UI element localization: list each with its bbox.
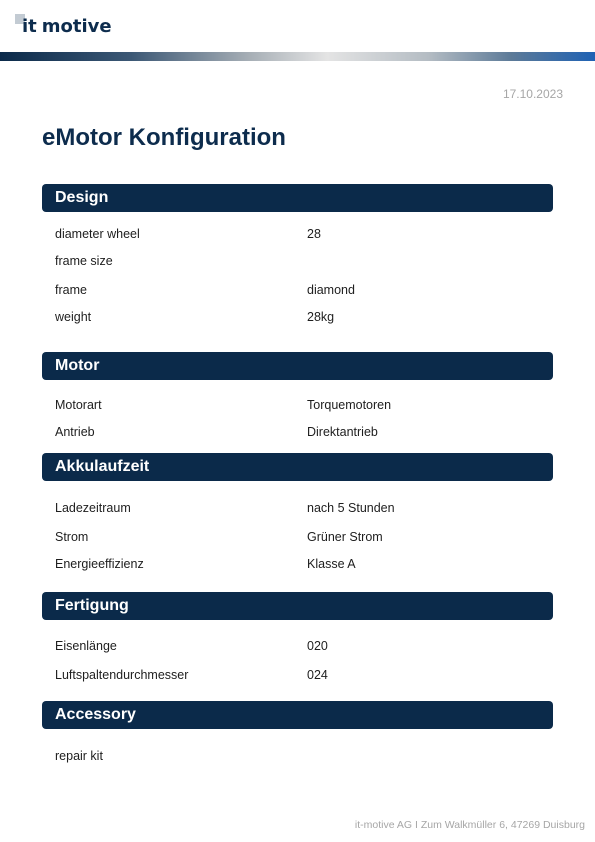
row-label: Strom — [55, 530, 89, 544]
row-label: Ladezeitraum — [55, 501, 131, 515]
row-label: Antrieb — [55, 425, 95, 439]
company-logo — [22, 15, 112, 39]
row-label: repair kit — [55, 749, 103, 763]
row-label: diameter wheel — [55, 227, 140, 241]
section-header-design: Design — [42, 184, 553, 212]
footer-address: it-motive AG I Zum Walkmüller 6, 47269 Duisburg — [354, 819, 585, 831]
page-title: eMotor Konfiguration — [42, 124, 286, 151]
document-date: 17.10.2023 — [502, 87, 563, 101]
logo-text-it: it — [22, 16, 37, 37]
row-value: nach 5 Stunden — [307, 501, 395, 515]
row-label: Energieeffizienz — [55, 557, 144, 571]
row-value: diamond — [307, 283, 355, 297]
row-label: Luftspaltendurchmesser — [55, 668, 189, 682]
section-header-fertigung: Fertigung — [42, 592, 553, 620]
row-value: Grüner Strom — [307, 530, 383, 544]
section-header-accessory: Accessory — [42, 701, 553, 729]
logo-text-motive: motive — [41, 16, 112, 37]
row-value: Direktantrieb — [307, 425, 378, 439]
row-label: frame — [55, 283, 87, 297]
row-label: Motorart — [55, 398, 102, 412]
row-value: 28kg — [307, 310, 335, 324]
row-value: 024 — [307, 668, 328, 682]
header-gradient-bar — [0, 52, 595, 61]
row-value: Torquemotoren — [307, 398, 392, 412]
row-value: 020 — [307, 639, 328, 653]
row-label: Eisenlänge — [55, 639, 117, 653]
section-header-motor: Motor — [42, 352, 553, 380]
row-label: frame size — [55, 254, 113, 268]
section-header-akkulaufzeit: Akkulaufzeit — [42, 453, 553, 481]
row-label: weight — [55, 310, 92, 324]
row-value: 28 — [307, 227, 321, 241]
row-value: Klasse A — [307, 557, 356, 571]
